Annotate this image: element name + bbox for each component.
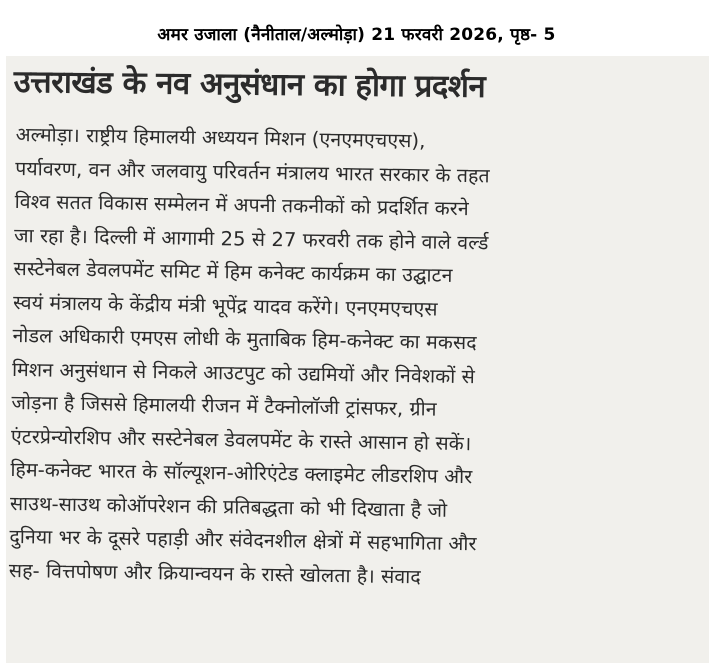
article-line: एंटरप्रेन्योरशिप और सस्टेनेबल डेवलपमेंट के रास्ते आसान हो सकें।	[10, 424, 472, 455]
article-line: सस्टेनेबल डेवलपमेंट समिट में हिम कनेक्ट कार्यक्रम का उद्घाटन	[13, 256, 453, 287]
article-line: साउथ-साउथ कोऑपरेशन की प्रतिबद्धता को भी दिखाता है जो	[9, 491, 448, 522]
article-line: स्वयं मंत्रालय के केंद्रीय मंत्री भूपेंद्र यादव करेंगे। एनएमएचएस	[12, 290, 438, 321]
article-line: जोड़ना है जिससे हिमालयी रीजन में टैक्नोलॉजी ट्रांसफर, ग्रीन	[11, 390, 437, 421]
article-line: नोडल अधिकारी एमएस लोधी के मुताबिक हिम-कनेक्ट का मकसद	[12, 323, 477, 355]
article-line: जा रहा है। दिल्ली में आगामी 25 से 27 फरवरी तक होने वाले वर्ल्ड	[13, 223, 489, 254]
newspaper-clipping	[6, 56, 709, 663]
article-line: सह- वित्तपोषण और क्रियान्वयन के रास्ते खोलता है। संवाद	[8, 558, 422, 588]
article-body	[9, 118, 706, 598]
article-line: मिशन अनुसंधान से निकले आउटपुट को उद्यमियों और निवेशकों से	[11, 357, 476, 388]
article-line: हिम-कनेक्ट भारत के सॉल्यूशन-ओरिएंटेड क्लाइमेट लीडरशिप और	[10, 457, 473, 489]
publication-caption: अमर उजाला (नैनीताल/अल्मोड़ा) 21 फरवरी 2026, पृष्ठ- 5	[157, 25, 556, 45]
article-line: दुनिया भर के दूसरे पहाड़ी और संवेदनशील क्षेत्रों में सहभागिता और	[9, 524, 477, 556]
article-line: पर्यावरण, वन और जलवायु परिवर्तन मंत्रालय भारत सरकार के तहत	[15, 156, 490, 187]
article-line: अल्मोड़ा। राष्ट्रीय हिमालयी अध्ययन मिशन (एनएमएचएस),	[15, 122, 426, 153]
article-line: विश्व सतत विकास सम्मेलन में अपनी तकनीकों को प्रदर्शित करने	[14, 189, 469, 221]
article-headline: उत्तराखंड के नव अनुसंधान का होगा प्रदर्शन	[13, 63, 486, 105]
